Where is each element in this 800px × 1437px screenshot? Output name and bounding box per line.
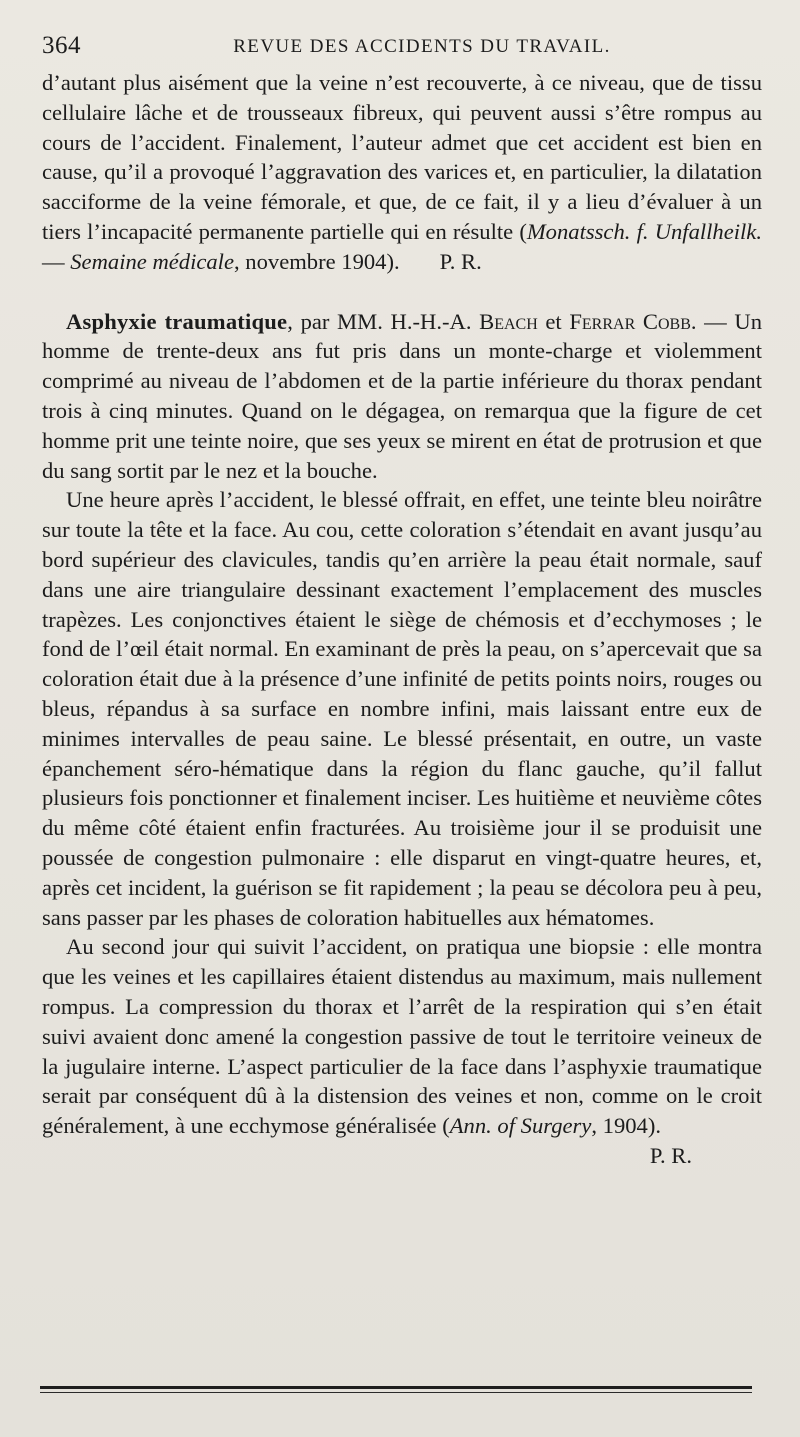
article-second-paragraph: Une heure après l’accident, le blessé offrait, en effet, une teinte bleu noirâtre sur toute la tête et la face. Au cou, cette coloration s’étendait en avant jusqu’au bord supérieur des clavicules, tandis qu’en arrière la peau était normale, sauf dans une aire triangulaire dessinant exactement l’emplacement des muscles trapèzes. Les conjonctives étaient le siège de chémosis et d’ecchymoses ; le fond de l’œil était normal. En examinant de près la peau, on s’apercevait que sa coloration était due à la présence d’une infinité de petits points noirs, rouges ou bleus, répandus à sa surface en nombre infini, mais laissant entre eux de minimes intervalles de peau saine. Le blessé présentait, en outre, un vaste épanchement séro-hématique dans la région du flanc gauche, qu’il fallut plusieurs fois ponctionner et finalement inciser. Les huitième et neuvième côtes du même côté étaient enfin fracturées. Au troisième jour il se produisit une poussée de congestion pulmonaire : elle disparut en vingt-quatre heures, et, après cet incident, la guérison se fit rapidement ; la peau se décolora peu à peu, sans passer par les phases de coloration habituelles aux hématomes.	[42, 487, 762, 930]
divider	[40, 1386, 752, 1389]
continued-paragraph	[42, 68, 762, 277]
signature: P. R.	[439, 248, 482, 274]
divider	[40, 1392, 752, 1393]
authors-joiner: et	[537, 308, 570, 334]
authors-prefix: , par MM. H.-H.-A.	[287, 308, 480, 334]
page-number: 364	[42, 32, 81, 59]
source-citation: Ann. of Surgery	[449, 1113, 592, 1139]
footer-double-rule	[40, 1386, 752, 1393]
paragraph-text: Au second jour qui suivit l’accident, on pratiqua une biopsie : elle montra que les veines et les capillaires étaient distendus au maximum, mais nullement rompus. La compression du thorax et l’arrêt de la respiration qui s’en était suivi avaient donc amené la congestion passive de tout le territoire veineux de la jugulaire interne. L’aspect particulier de la face dans l’asphyxie traumatique serait par conséquent dû à la distension des veines et non, comme on le croit généralement, à une ecchymose généralisée (	[42, 934, 762, 1139]
source-citation-1: Monatssch. f. Unfallheilk.	[526, 218, 762, 244]
running-head	[42, 28, 762, 68]
continued-text: d’autant plus aisément que la veine n’est recouverte, à ce niveau, que de tissu cellulaire lâche et de trousseaux fibreux, qui peuvent aussi s’être rompus au cours de l’accident. Finalement, l’auteur admet que cet accident est bien en cause, qu’il a provoqué l’aggravation des varices et, en particulier, la dilatation sacciforme de la veine fémorale, et que, de ce fait, il y a lieu d’évaluer à un tiers l’incapacité permanente partielle qui en résulte (	[42, 70, 762, 244]
source-citation-2: Semaine médicale	[70, 248, 234, 274]
citation-dash: —	[42, 248, 71, 274]
article-title: Asphyxie traumatique	[66, 308, 288, 334]
citation-date: , 1904).	[591, 1113, 662, 1139]
running-title: REVUE DES ACCIDENTS DU TRAVAIL.	[233, 36, 611, 57]
citation-date: , novembre 1904).	[234, 248, 400, 274]
author-name: Ferrar Cobb	[569, 308, 691, 334]
signature: P. R.	[649, 1142, 692, 1168]
article-first-paragraph	[42, 307, 762, 486]
section-gap	[42, 277, 762, 307]
paragraph-text: . — Un homme de trente-deux ans fut pris dans un monte-charge et violemment comprimé au niveau de l’abdomen et de la partie inférieure du thorax pendant trois à cinq minutes. Quand on le dégagea, on remarqua que la figure de cet homme prit une teinte noire, que ses yeux se mirent en état de protrusion et que du sang sortit par le nez et la bouche.	[42, 308, 763, 483]
article-third-paragraph	[42, 932, 762, 1168]
author-name: Beach	[479, 308, 538, 334]
